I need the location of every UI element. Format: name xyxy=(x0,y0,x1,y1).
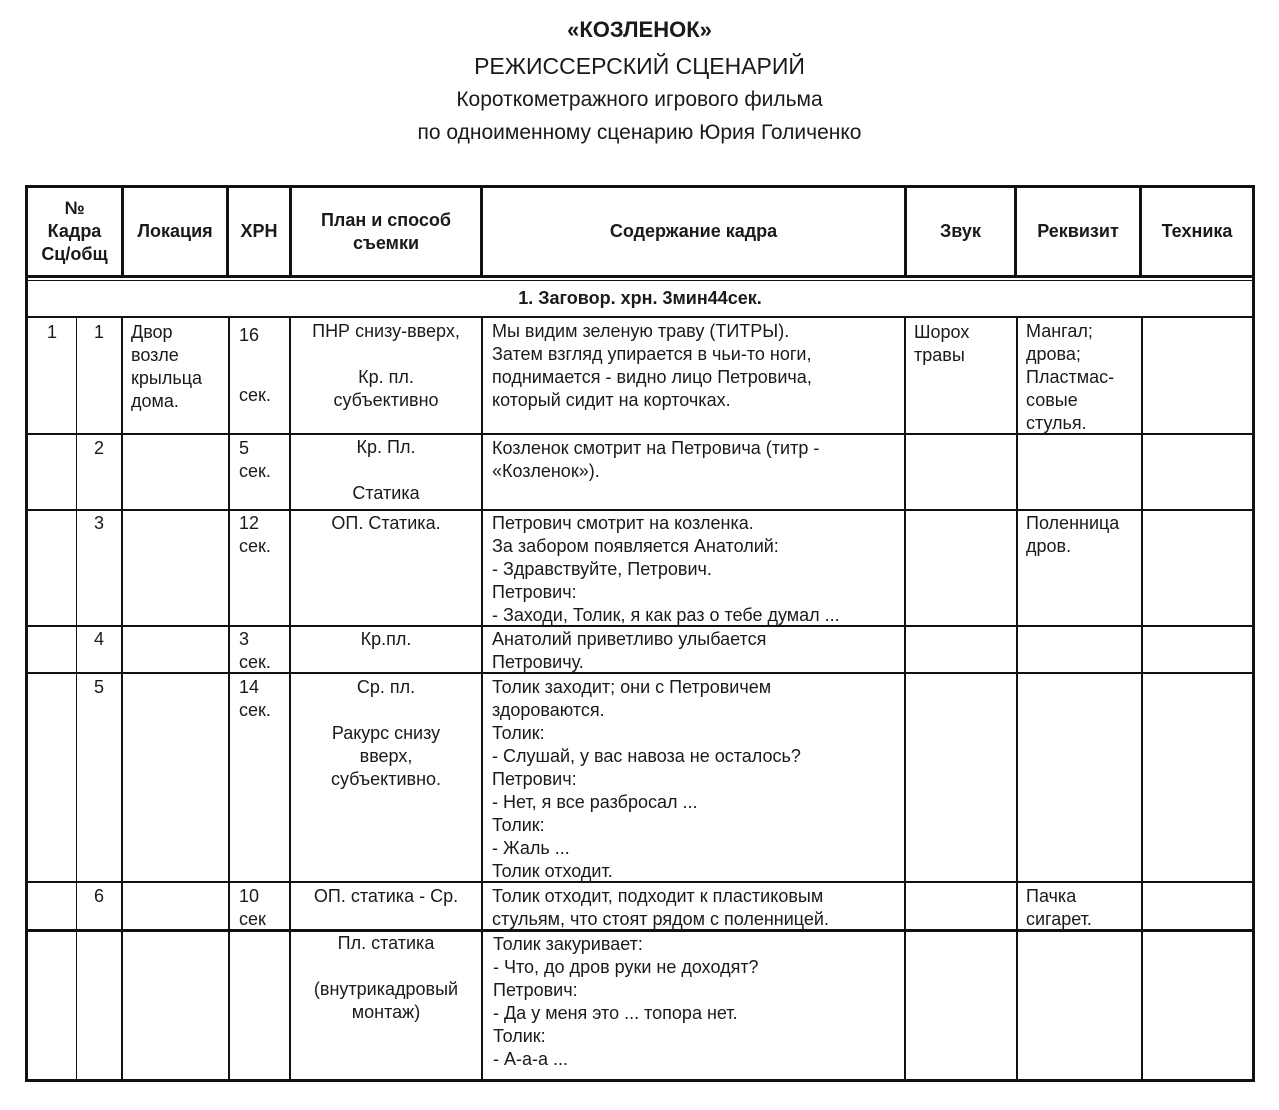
body-col-divider xyxy=(481,317,483,1081)
body-col-divider xyxy=(904,317,906,1081)
document-title: «КОЗЛЕНОК» xyxy=(567,17,712,42)
cell-shot-number: 4 xyxy=(93,629,104,649)
cell-plan: ОП. статика - Ср. xyxy=(313,886,459,906)
header-divider xyxy=(25,275,1255,278)
header-sound: Звук xyxy=(940,221,981,241)
cell-sound: Шорох травы xyxy=(914,322,970,365)
cell-content: Анатолий приветливо улыбается Петровичу. xyxy=(492,629,767,672)
section-bottom-line xyxy=(25,316,1255,318)
table-border-right xyxy=(1252,185,1255,1082)
cell-plan: ПНР снизу-вверх, Кр. пл. субъективно xyxy=(312,321,460,410)
header-location: Локация xyxy=(137,221,213,241)
header-content: Содержание кадра xyxy=(609,221,778,241)
cell-plan: Пл. статика (внутрикадровый монтаж) xyxy=(313,933,459,1022)
cell-hrn: 14 сек. xyxy=(239,677,271,720)
cell-shot-number: 2 xyxy=(93,438,104,458)
cell-content: Толик заходит; они с Петровичем здороваются. Толик: - Слушай, у вас навоза не осталось? Петрович: - Нет, я все разбросал ... Толик: - Жаль ... Толик отходит. xyxy=(492,677,801,881)
cell-content: Толик отходит, подходит к пластиковым стульям, что стоят рядом с поленницей. xyxy=(492,886,829,929)
cell-hrn: 12 сек. xyxy=(239,513,271,556)
header-tech: Техника xyxy=(1161,221,1233,241)
cell-props: Мангал; дрова; Пластмас- совые стулья. xyxy=(1026,321,1115,433)
cell-plan: Кр. Пл. Статика xyxy=(352,437,420,503)
cell-shot-number: 1 xyxy=(93,322,104,342)
header-shot-number: № Кадра Сц/общ xyxy=(41,198,108,264)
cell-plan: Кр.пл. xyxy=(360,629,412,649)
cell-scene-number: 1 xyxy=(46,322,57,342)
row-separator xyxy=(25,509,1255,511)
cell-plan: ОП. Статика. xyxy=(331,513,441,533)
body-col-divider xyxy=(228,317,230,1081)
cell-location: Двор возле крыльца дома. xyxy=(131,322,203,411)
cell-shot-number: 5 xyxy=(93,677,104,697)
body-col-divider xyxy=(1016,317,1018,1081)
body-col-divider xyxy=(1141,317,1143,1081)
body-col-divider xyxy=(121,317,123,1081)
cell-content: Толик закуривает: - Что, до дров руки не доходят? Петрович: - Да у меня это ... топора нет. Толик: - А-а-а ... xyxy=(493,934,759,1069)
cell-shot-number: 3 xyxy=(93,513,104,533)
document-subtitle: РЕЖИССЕРСКИЙ СЦЕНАРИЙ xyxy=(474,53,805,79)
header-props: Реквизит xyxy=(1037,221,1119,241)
cell-props: Пачка сигарет. xyxy=(1026,886,1092,929)
cell-hrn: 10 сек xyxy=(239,886,266,929)
section-top-line xyxy=(25,280,1255,281)
header-hrn: ХРН xyxy=(240,221,278,241)
cell-hrn: 5 сек. xyxy=(239,438,271,481)
table-border-bottom xyxy=(25,1079,1255,1082)
table-border-left xyxy=(25,185,28,1082)
cell-props: Поленница дров. xyxy=(1026,513,1120,556)
document-description: Короткометражного игрового фильма xyxy=(456,88,823,111)
section-title: 1. Заговор. хрн. 3мин44сек. xyxy=(518,288,762,308)
cell-content: Мы видим зеленую траву (ТИТРЫ). Затем взгляд упирается в чьи-то ноги, поднимается - видно лицо Петровича, который сидит на корточках. xyxy=(492,321,812,410)
cell-content: Петрович смотрит на козленка. За забором появляется Анатолий: - Здравствуйте, Петрович. Петрович: - Заходи, Толик, я как раз о тебе думал ... xyxy=(492,513,840,625)
cell-content: Козленок смотрит на Петровича (титр - «Козленок»). xyxy=(492,438,820,481)
body-col-divider xyxy=(76,317,77,1081)
cell-hrn: 16 сек. xyxy=(239,325,271,405)
header-plan: План и способ съемки xyxy=(320,209,452,253)
document-source-line: по одноименному сценарию Юрия Голиченко xyxy=(417,121,862,144)
cell-plan: Ср. пл. Ракурс снизу вверх, субъективно. xyxy=(330,677,442,789)
cell-shot-number: 6 xyxy=(93,886,104,906)
cell-hrn: 3 сек. xyxy=(239,629,271,672)
